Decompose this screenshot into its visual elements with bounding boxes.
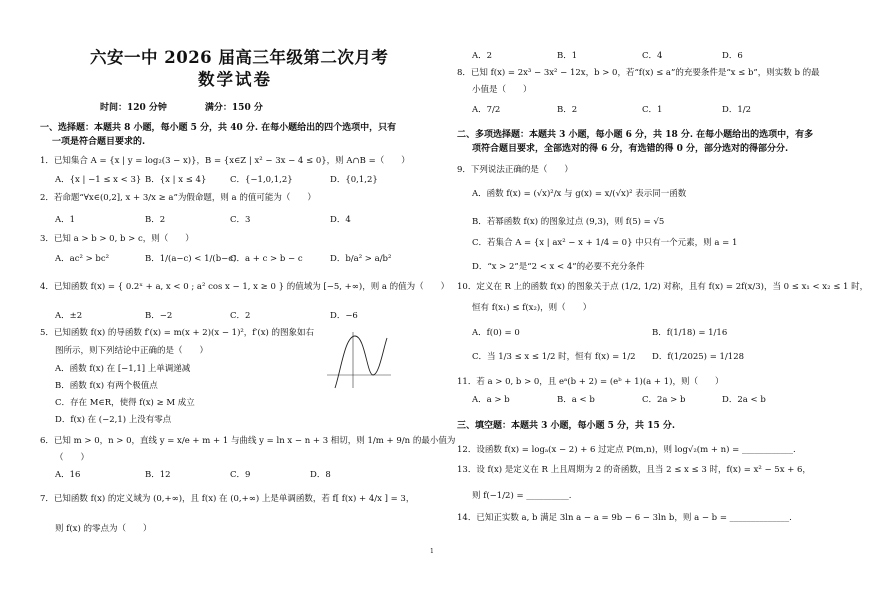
q8-option-d: D．1/2 [722,105,751,115]
q2-option-c: C．3 [230,215,251,225]
q7-option-b: B．1 [557,51,578,61]
q2-stem: 2．若命题“∀x∈(0,2], x + 3/x ≥ a”为假命题，则 a 的值可能为（ ） [40,193,316,203]
q5-option-d: D．f(x) 在 (−2,1) 上没有零点 [55,415,172,425]
section3-heading: 三、填空题：本题共 3 小题，每小题 5 分，共 15 分. [457,421,675,431]
q11-option-d: D．2a < b [722,395,766,405]
q1-option-b: B．{x | x ≤ 4} [145,175,207,185]
q4-option-d: D．−6 [330,311,358,321]
q6-option-d: D．8 [310,470,331,480]
section2-heading-line1: 二、多项选择题：本题共 3 小题，每小题 6 分，共 18 分. 在每小题给出的选项中，有多 [457,130,814,140]
q5-stem-line2: 图所示，则下列结论中正确的是（ ） [55,346,209,356]
q4-option-a: A．±2 [55,311,83,321]
q6-stem-line2: （ ） [55,453,90,463]
exam-meta [100,100,263,113]
q10-stem-line1: 10．定义在 R 上的函数 f(x) 的图象关于点 (1/2, 1/2) 对称，且有 f(x) = 2f(x/3)，当 0 ≤ x₁ < x₂ ≤ 1 时， [457,282,869,292]
q9-option-c: C．若集合 A = {x | ax² − x + 1/4 = 0} 中只有一个元素，则 a = 1 [472,238,738,248]
q2-option-a: A．1 [55,215,76,225]
q11-option-b: B．a < b [557,395,595,405]
q1-option-a: A．{x | −1 ≤ x < 3} [55,175,142,185]
q6-option-a: A．16 [55,470,81,480]
q2-option-b: B．2 [145,215,166,225]
q8-option-c: C．1 [642,105,663,115]
q7-stem-line1: 7．已知函数 f(x) 的定义域为 (0,+∞)，且 f(x) 在 (0,+∞) 上是单调函数，若 f[ f(x) + 4/x ] = 3， [40,494,415,504]
q6-option-b: B．12 [145,470,171,480]
q8-option-b: B．2 [557,105,578,115]
q9-option-d: D．“x > 2”是“2 < x < 4”的必要不充分条件 [472,262,645,272]
exam-title: 六安一中 2026 届高三年级第二次月考 [90,48,389,67]
q2-option-d: D．4 [330,215,351,225]
q6-stem-line1: 6．已知 m > 0，n > 0，直线 y = x/e + m + 1 与曲线 y = ln x − n + 3 相切，则 1/m + 9/n 的最小值为 [40,436,456,446]
q11-option-a: A．a > b [472,395,510,405]
full-score: 满分：150 分 [204,103,263,113]
q9-stem: 9．下列说法正确的是（ ） [457,165,573,175]
q10-option-c: C．当 1/3 ≤ x ≤ 1/2 时，恒有 f(x) = 1/2 [472,352,636,362]
q7-option-d: D．6 [722,51,743,61]
q4-stem: 4．已知函数 f(x) = { 0.2ˣ + a, x < 0 ; a² cos x − 1, x ≥ 0 } 的值域为 [−5, +∞)，则 a 的值为（ ） [40,282,450,292]
section2-heading-line2: 项符合题目要求，全部选对的得 6 分，有选错的得 0 分，部分选对的得部分分. [472,144,789,154]
q10-option-b: B．f(1/18) = 1/16 [652,328,728,338]
q3-option-a: A．ac² > bc² [55,254,110,264]
q11-stem: 11．若 a > 0, b > 0，且 eᵃ(b + 2) = (eᵇ + 1)(a + 1)，则（ ） [457,377,724,387]
q9-option-b: B．若幂函数 f(x) 的图象过点 (9,3)，则 f(5) = √5 [472,217,665,227]
q12-stem: 12．设函数 f(x) = logₐ(x − 2) + 6 过定点 P(m,n)，则 log√₂(m + n) = ____________. [457,445,796,455]
q5-option-a: A．函数 f(x) 在 [−1,1] 上单调递减 [55,364,191,374]
q9-option-a: A．函数 f(x) = (√x)²/x 与 g(x) = x/(√x)² 表示同一函数 [472,189,687,199]
time-limit: 时间：120 分钟 [100,103,167,113]
q4-option-b: B．−2 [145,311,173,321]
q5-option-c: C．存在 M∈R，使得 f(x) ≥ M 成立 [55,398,195,408]
section1-heading-line2: 一项是符合题目要求的. [52,137,146,147]
q7-option-c: C．4 [642,51,663,61]
q3-option-b: B．1/(a−c) < 1/(b−c) [145,254,237,264]
q11-option-c: C．2a > b [642,395,686,405]
section1-heading-line1: 一、选择题：本题共 8 小题，每小题 5 分，共 40 分. 在每小题给出的四个选项中，只有 [40,123,397,133]
q10-option-a: A．f(0) = 0 [472,328,520,338]
q5-stem-line1: 5．已知函数 f(x) 的导函数 f′(x) = m(x + 2)(x − 1)²，f′(x) 的图象如右 [40,328,315,338]
q1-stem: 1．已知集合 A = {x | y = log₂(3 − x)}，B = {x∈Z | x² − 3x − 4 ≤ 0}，则 A∩B =（ ） [40,156,410,166]
q10-option-d: D．f(1/2025) = 1/128 [652,352,745,362]
graph-curve [335,336,387,388]
q7-stem-line2: 则 f(x) 的零点为（ ） [55,524,152,534]
q3-stem: 3．已知 a > b > 0, b > c，则（ ） [40,234,194,244]
page-number: 1 [430,548,434,555]
q6-option-c: C．9 [230,470,251,480]
q3-option-c: C．a + c > b − c [230,254,303,264]
q1-option-d: D．{0,1,2} [330,175,378,185]
q5-derivative-graph [325,330,395,390]
q13-stem-line1: 13．设 f(x) 是定义在 R 上且周期为 2 的奇函数，且当 2 ≤ x ≤ 3 时，f(x) = x² − 5x + 6， [457,465,811,475]
q13-stem-line2: 则 f(−1/2) = __________. [472,491,572,501]
q7-option-a: A．2 [472,51,493,61]
q1-option-c: C．{−1,0,1,2} [230,175,293,185]
q10-stem-line2: 恒有 f(x₁) ≤ f(x₂)，则（ ） [472,303,592,313]
q5-option-b: B．函数 f(x) 有两个极值点 [55,381,158,391]
q8-stem-line1: 8．已知 f(x) = 2x³ − 3x² − 12x，b > 0，若“f(x) ≤ a”的充要条件是“x ≤ b”，则实数 b 的最 [457,68,820,78]
q3-option-d: D．b/a² > a/b² [330,254,392,264]
q4-option-c: C．2 [230,311,251,321]
q8-option-a: A．7/2 [472,105,501,115]
q8-stem-line2: 小值是（ ） [472,85,532,95]
q14-stem: 14．已知正实数 a, b 满足 3ln a − a = 9b − 6 − 3ln b，则 a − b = ______________. [457,513,792,523]
exam-subtitle: 数学试卷 [198,70,272,89]
